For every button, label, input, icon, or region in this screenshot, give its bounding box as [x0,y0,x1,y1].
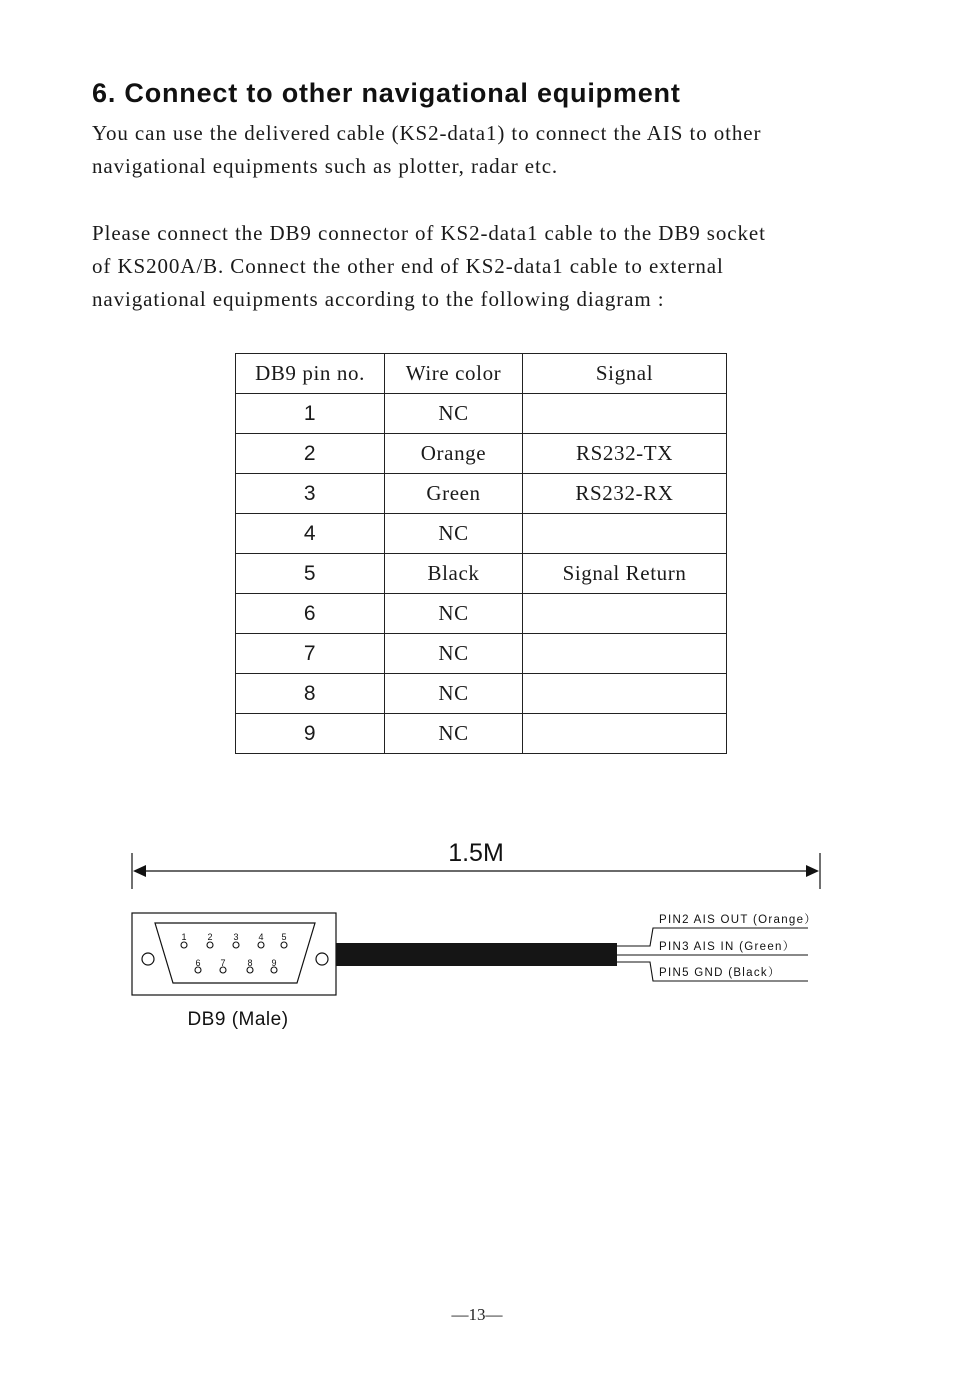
cable-length-label: 1.5M [448,839,504,867]
pin-label: 7 [220,958,226,968]
header-pin-no: DB9 pin no. [236,354,385,394]
wire-label-pin2: PIN2 AIS OUT (Orange） [659,914,818,926]
instruction-line: navigational equipments according to the following diagram : [92,287,665,311]
header-wire-color: Wire color [385,354,523,394]
mounting-hole-right [316,953,328,965]
wire-color: Green [385,474,523,514]
wire-color: NC [385,394,523,434]
pin-number: 9 [236,714,385,754]
wire-color: NC [385,634,523,674]
pin-number: 3 [236,474,385,514]
wire-label-pin5: PIN5 GND (Black） [659,967,781,979]
pin-number: 7 [236,634,385,674]
signal-name: RS232-TX [523,434,727,474]
pin-label: 3 [233,932,239,942]
wire-color: NC [385,514,523,554]
pin-dot [233,942,239,948]
wire-color: NC [385,674,523,714]
pin-label: 1 [181,932,187,942]
intro-line: navigational equipments such as plotter, radar etc. [92,154,559,178]
pin-number: 6 [236,594,385,634]
wire-color: NC [385,714,523,754]
pin-label: 9 [271,958,277,968]
pin-number: 8 [236,674,385,714]
pin-label: 5 [281,932,287,942]
instruction-line: of KS200A/B. Connect the other end of KS2-data1 cable to external [92,254,724,278]
arrow-right-icon [806,865,819,877]
header-signal: Signal [523,354,727,394]
pin-number: 5 [236,554,385,594]
wire-color: Black [385,554,523,594]
wire-label-pin3: PIN3 AIS IN (Green） [659,941,796,953]
pin-dot [207,942,213,948]
mounting-hole-left [142,953,154,965]
pin-number: 4 [236,514,385,554]
signal-name: Signal Return [523,554,727,594]
cable [336,943,617,966]
pin-dot [181,942,187,948]
intro-line: You can use the delivered cable (KS2-data1) to connect the AIS to other [92,121,762,145]
section-heading: 6. Connect to other navigational equipment [92,78,681,108]
signal-name: RS232-RX [523,474,727,514]
pin-label: 8 [247,958,253,968]
page-number: —13— [451,1305,503,1324]
pin-label: 4 [258,932,264,942]
pin-dot [281,942,287,948]
arrow-left-icon [133,865,146,877]
pin-label: 2 [207,932,213,942]
pin-number: 2 [236,434,385,474]
instruction-line: Please connect the DB9 connector of KS2-data1 cable to the DB9 socket [92,221,766,245]
pin-number: 1 [236,394,385,434]
wire-color: Orange [385,434,523,474]
wire-color: NC [385,594,523,634]
pin-label: 6 [195,958,201,968]
pin-dot [258,942,264,948]
connector-label: DB9 (Male) [187,1009,289,1030]
